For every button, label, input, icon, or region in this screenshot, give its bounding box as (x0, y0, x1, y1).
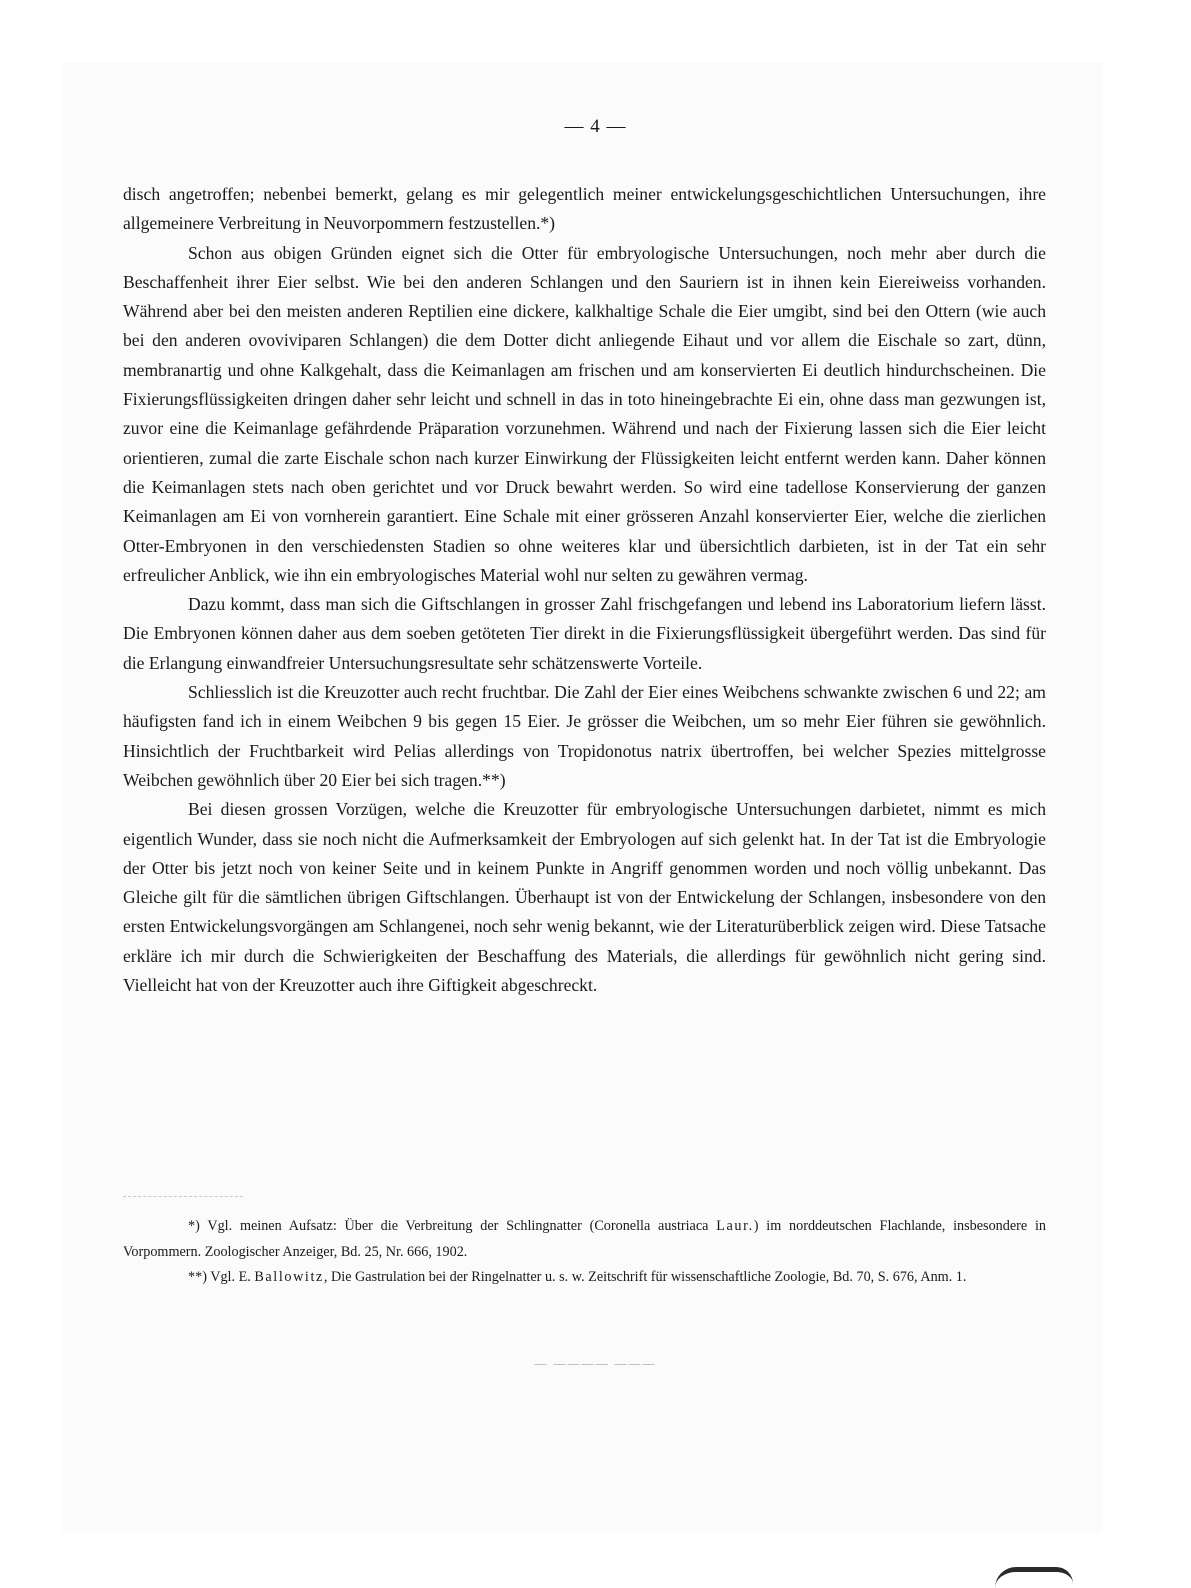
footnote-2 (123, 1265, 1046, 1291)
footnote-1 (123, 1214, 1046, 1265)
footnote-2-rest: , Die Gastrulation bei der Ringelnatter u. s. w. Zeitschrift für wissenschaftliche Zoologie, Bd. 70, S. 676, Anm. 1. (323, 1269, 967, 1286)
paragraph-1: disch angetroffen; nebenbei bemerkt, gelang es mir gelegentlich meiner entwickelungsgeschichtlichen Untersuchungen, ihre allgemeinere Verbreitung in Neuvorpommern festzustellen.*) (123, 184, 1046, 234)
footnote-1-author: Laur. (716, 1218, 754, 1234)
footnotes (123, 1214, 1046, 1291)
paragraph-4: Schliesslich ist die Kreuzotter auch recht fruchtbar. Die Zahl der Eier eines Weibchens schwankte zwischen 6 und 22; am häufigsten fand ich in einem Weibchen 9 bis gegen 15 Eier. Je grösser die Weibchen, um so mehr Eier führen sie gewöhnlich. Hinsichtlich der Fruchtbarkeit wird Pelias allerdings von Tropidonotus natrix übertroffen, bei welcher Spezies mittelgrosse Weibchen gewöhnlich über 20 Eier bei sich tragen.**) (123, 682, 1046, 790)
end-ornament: — ———— ——— (534, 1356, 657, 1370)
footnote-2-text: **) Vgl. E. (188, 1269, 255, 1286)
footnote-2-author: Ballowitz (254, 1269, 324, 1286)
footnote-separator (123, 1196, 243, 1197)
scan-corner-mark (995, 1567, 1073, 1588)
paragraph-5: Bei diesen grossen Vorzügen, welche die Kreuzotter für embryologische Untersuchungen darbietet, nimmt es mich eigentlich Wunder, dass sie noch nicht die Aufmerksamkeit der Embryologen auf sich gelenkt hat. In der Tat ist die Embryologie der Otter bis jetzt noch von keiner Seite und in keinem Punkte in Angriff genommen worden und noch völlig unbekannt. Das Gleiche gilt für die sämtlichen übrigen Giftschlangen. Überhaupt ist von der Entwickelung der Schlangen, insbesondere von den ersten Entwickelungsvorgängen am Schlangenei, noch sehr wenig bekannt, wie der Literaturüberblick zeigen wird. Diese Tatsache erkläre ich mir durch die Schwierigkeiten der Beschaffung des Materials, die allerdings für gewöhnlich nicht gering sind. Vielleicht hat von der Kreuzotter auch ihre Giftigkeit abgeschreckt. (123, 799, 1046, 996)
footnote-1-rest: ) im norddeutschen Flachlande, insbesondere in Vorpommern. Zoologischer Anzeiger, Bd. 25, Nr. 666, 1902. (123, 1218, 1046, 1260)
paragraph-3: Dazu kommt, dass man sich die Giftschlangen in grosser Zahl frischgefangen und lebend ins Laboratorium liefern lässt. Die Embryonen können daher aus dem soeben getöteten Tier direkt in die Fixierungsflüssigkeit übergeführt werden. Das sind für die Erlangung einwandfreier Untersuchungsresultate sehr schätzenswerte Vorteile. (123, 594, 1046, 673)
page-number: — 4 — (564, 116, 627, 137)
paragraph-2: Schon aus obigen Gründen eignet sich die Otter für embryologische Untersuchungen, noch mehr aber durch die Beschaffenheit ihrer Eier selbst. Wie bei den anderen Schlangen und den Sauriern ist in ihnen kein Eiereiweiss vorhanden. Während aber bei den meisten anderen Reptilien eine dickere, kalkhaltige Schale die Eier umgibt, sind bei den Ottern (wie auch bei den anderen ovoviviparen Schlangen) die dem Dotter dicht anliegende Eihaut und vor allem die Eischale so zart, dünn, membranartig und ohne Kalkgehalt, dass die Keimanlagen am frischen und am konservierten Ei deutlich hindurchscheinen. Die Fixierungsflüssigkeiten dringen daher sehr leicht und schnell in das in toto hineingebrachte Ei ein, ohne dass man gezwungen ist, zuvor eine die Keimanlage gefährdende Präparation vorzunehmen. Während und nach der Fixierung lassen sich die Eier leicht orientieren, zumal die zarte Eischale schon nach kurzer Einwirkung der Flüssigkeiten leicht entfernt werden kann. Daher können die Keimanlagen stets nach oben gerichtet und vor Druck bewahrt werden. So wird eine tadellose Konservierung der ganzen Keimanlagen am Ei von vornherein garantiert. Eine Schale mit einer grösseren Anzahl konservierter Eier, welche die zierlichen Otter-Embryonen in den verschiedensten Stadien so ohne weiteres klar und übersichtlich darbieten, ist in der Tat ein sehr erfreulicher Anblick, wie ihn ein embryologisches Material wohl nur selten zu gewähren vermag. (123, 242, 1046, 585)
main-text (123, 180, 1046, 1000)
footnote-1-text: *) Vgl. meinen Aufsatz: Über die Verbreitung der Schlingnatter (Coronella austriaca (188, 1218, 717, 1234)
